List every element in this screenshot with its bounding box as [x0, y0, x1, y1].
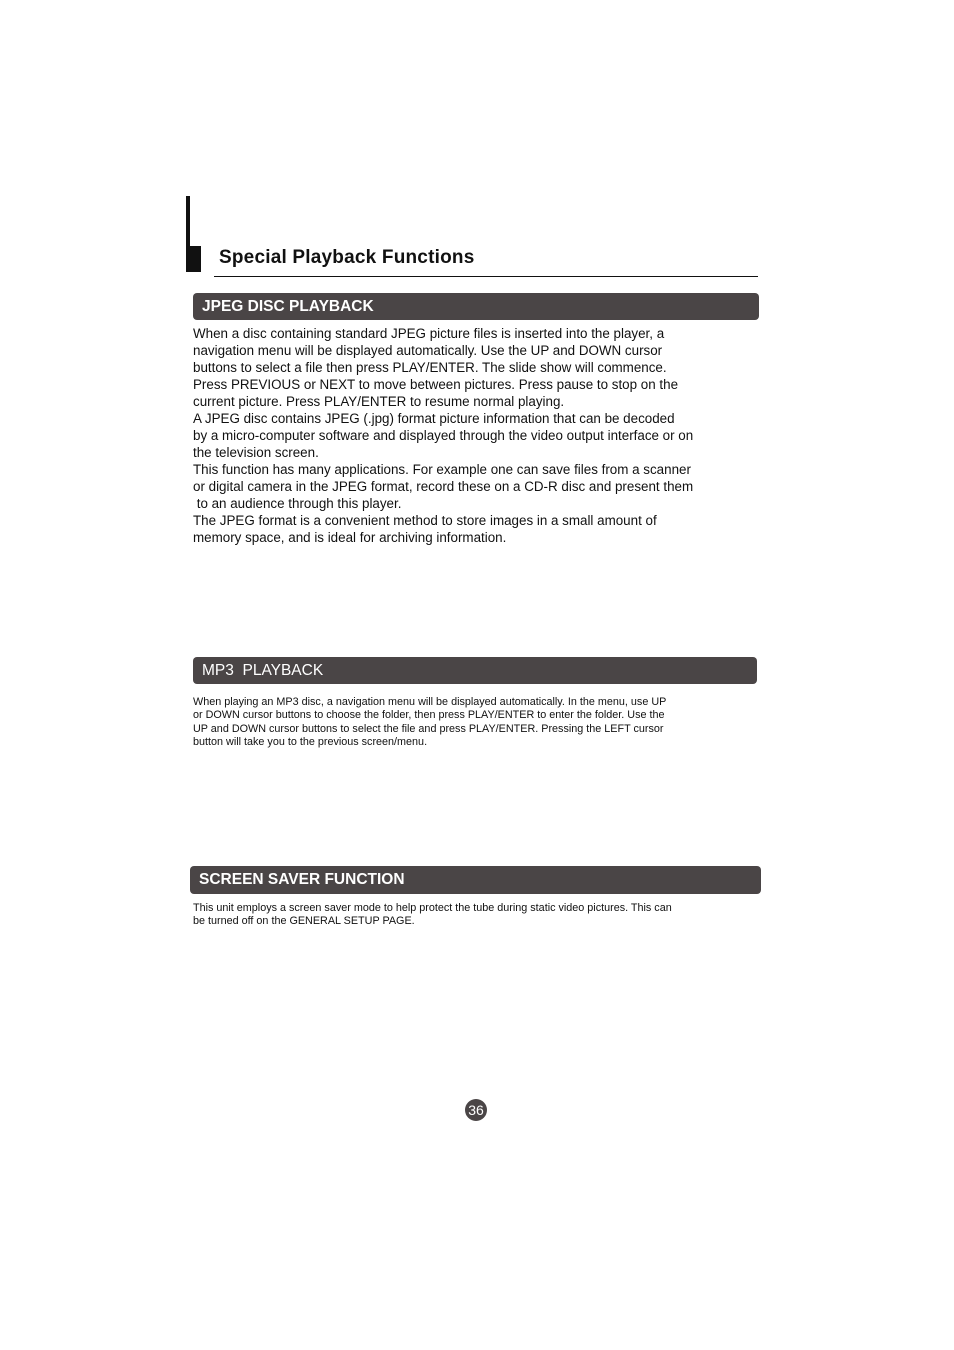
mp3-heading-text: MP3 PLAYBACK: [202, 661, 324, 679]
text-line: Press PREVIOUS or NEXT to move between pictures. Press pause to stop on the: [193, 377, 679, 392]
screen-saver-section-body: [193, 902, 783, 929]
text-line: buttons to select a file then press PLAY/ENTER. The slide show will commence.: [193, 360, 667, 375]
page-number: 36: [468, 1102, 484, 1118]
text-line: This function has many applications. For example one can save files from a scanner: [193, 462, 691, 477]
text-line: memory space, and is ideal for archiving information.: [193, 530, 507, 545]
text-line: the television screen.: [193, 445, 319, 460]
mp3-section-body: [193, 696, 783, 750]
page-title: Special Playback Functions: [219, 247, 475, 268]
text-line: This unit employs a screen saver mode to help protect the tube during static video pictures. This can: [193, 902, 672, 914]
text-line: When playing an MP3 disc, a navigation menu will be displayed automatically. In the menu, use UP: [193, 696, 667, 708]
text-line: or DOWN cursor buttons to choose the folder, then press PLAY/ENTER to enter the folder. Use the: [193, 709, 665, 722]
screen-saver-heading-text: SCREEN SAVER FUNCTION: [199, 871, 405, 888]
text-line: navigation menu will be displayed automatically. Use the UP and DOWN cursor: [193, 343, 663, 358]
text-line: by a micro-computer software and displayed through the video output interface or on: [193, 428, 694, 443]
text-line: or digital camera in the JPEG format, record these on a CD-R disc and present them: [193, 479, 694, 494]
title-side-block: [186, 246, 201, 272]
title-rule: [214, 276, 758, 277]
mp3-section-heading: [193, 657, 757, 684]
text-line: The JPEG format is a convenient method to store images in a small amount of: [193, 513, 657, 528]
text-line: to an audience through this player.: [193, 496, 402, 511]
jpeg-heading-text: JPEG DISC PLAYBACK: [202, 297, 374, 315]
jpeg-section-heading: [193, 293, 759, 320]
text-line: A JPEG disc contains JPEG (.jpg) format picture information that can be decoded: [193, 411, 675, 426]
text-line: button will take you to the previous screen/menu.: [193, 736, 428, 749]
text-line: UP and DOWN cursor buttons to select the file and press PLAY/ENTER. Pressing the LEFT cursor: [193, 722, 664, 735]
text-line: current picture. Press PLAY/ENTER to resume normal playing.: [193, 394, 565, 409]
screen-saver-section-heading: [190, 866, 761, 894]
text-line: When a disc containing standard JPEG picture files is inserted into the player, a: [193, 326, 665, 341]
jpeg-section-body: [193, 325, 773, 546]
text-line: be turned off on the GENERAL SETUP PAGE.: [193, 915, 415, 928]
page-number-badge: [465, 1099, 487, 1121]
